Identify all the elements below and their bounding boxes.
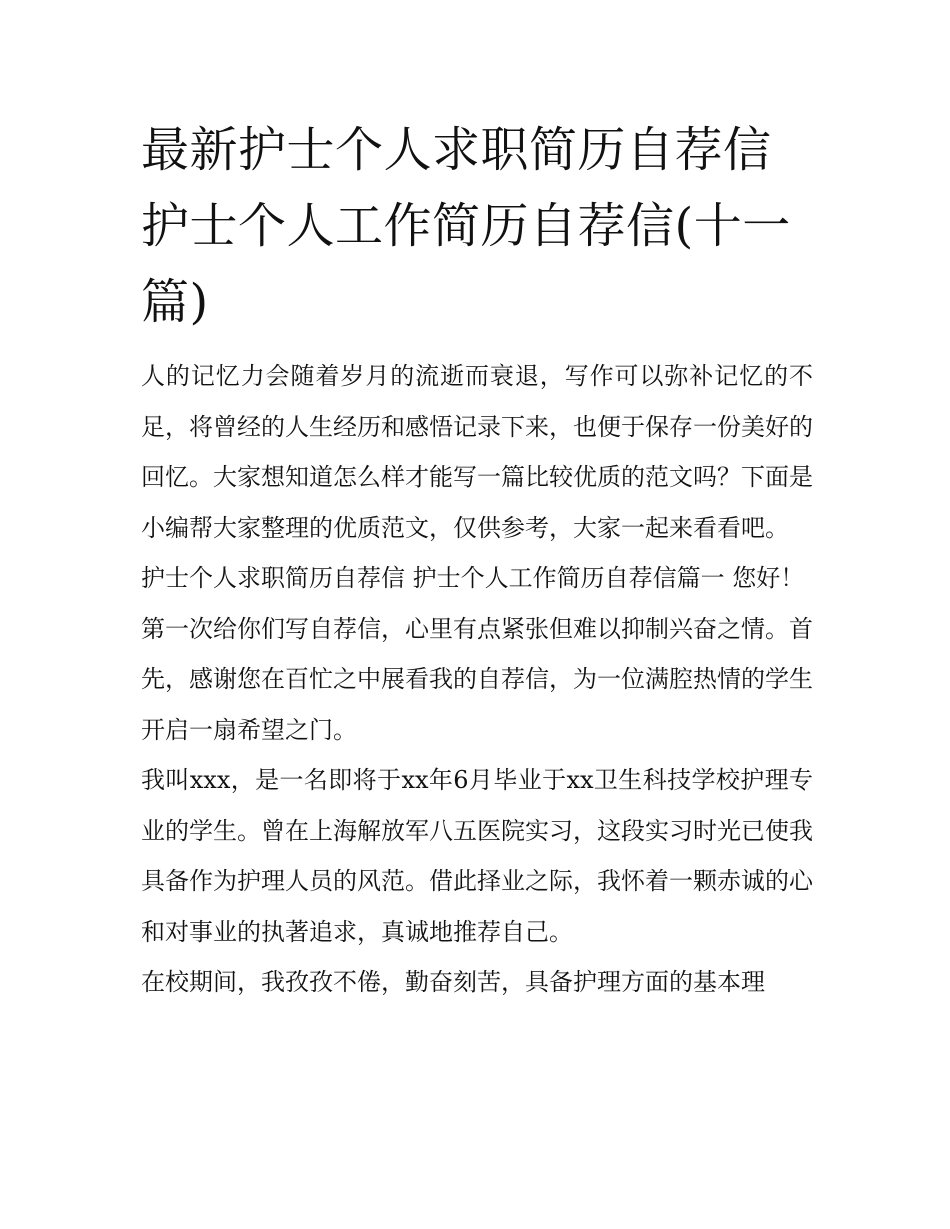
document-page [141,112,813,1008]
document-title: 最新护士个人求职简历自荐信 护士个人工作简历自荐信(十一篇) [141,122,791,330]
letter-heading-paragraph: 护士个人求职简历自荐信 护士个人工作简历自荐信篇一 您好！ [141,564,805,592]
body-paragraph-2: 我叫xxx，是一名即将于xx年6月毕业于xx卫生科技学校护理专业的学生。曾在上海解放军八五医院实习，这段实习时光已使我具备作为护理人员的风范。借此择业之际，我怀着一颗赤诚的心和对事业的执著追求，真诚地推荐自己。 [141,766,813,946]
intro-paragraph: 人的记忆力会随着岁月的流逝而衰退，写作可以弥补记忆的不足，将曾经的人生经历和感悟记录下来，也便于保存一份美好的回忆。大家想知道怎么样才能写一篇比较优质的范文吗？下面是小编帮大家整理的优质范文，仅供参考，大家一起来看看吧。 [141,362,813,542]
body-paragraph-3: 在校期间，我孜孜不倦，勤奋刻苦，具备护理方面的基本理 [141,968,765,996]
body-paragraph-1: 第一次给你们写自荐信，心里有点紧张但难以抑制兴奋之情。首先，感谢您在百忙之中展看我的自荐信，为一位满腔热情的学生开启一扇希望之门。 [141,614,813,744]
